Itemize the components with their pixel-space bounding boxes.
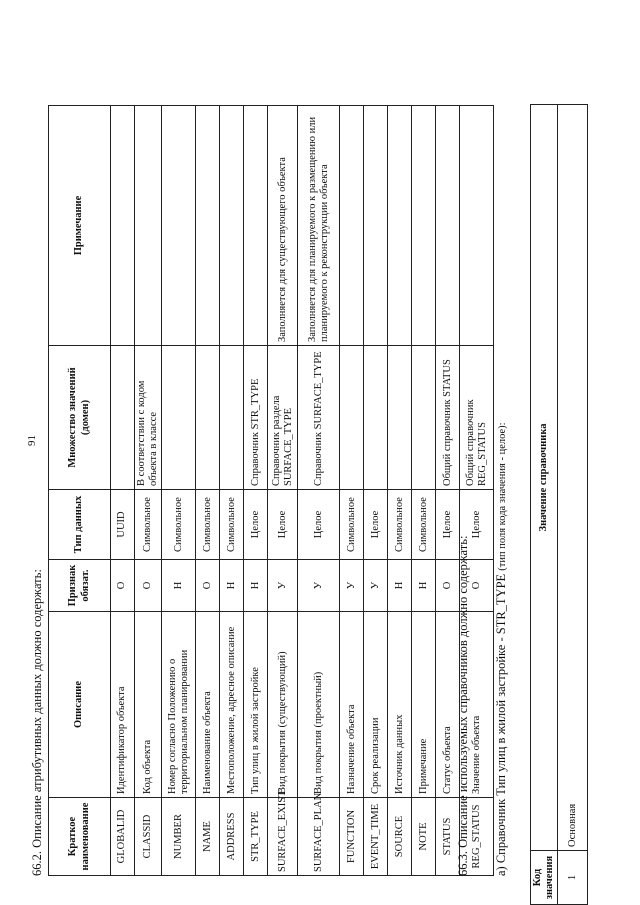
cell-description: Вид покрытия (проектный) [298, 612, 340, 798]
cell-data-type: UUID [111, 490, 135, 560]
cell-data-type: Символьное [412, 490, 436, 560]
cell-required: О [436, 560, 460, 612]
attribute-row [244, 106, 268, 876]
str-type-dictionary-table [530, 104, 588, 905]
cell-short-name: SURFACE_PLAN [298, 798, 340, 876]
cell-short-name: REG_STATUS [460, 798, 494, 876]
subsection-a-title: а) Справочник Тип улиц в жилой застройке - STR_TYPE [494, 573, 508, 876]
subsection-a-caption [494, 422, 509, 876]
cell-data-type: Целое [268, 490, 298, 560]
cell-note [111, 106, 135, 346]
cell-domain [412, 346, 436, 490]
attribute-row [162, 106, 196, 876]
cell-required: У [364, 560, 388, 612]
cell-short-name: FUNCTION [340, 798, 364, 876]
cell-required: О [135, 560, 162, 612]
attribute-row [220, 106, 244, 876]
cell-domain [162, 346, 196, 490]
attribute-row [196, 106, 220, 876]
attribute-row [111, 106, 135, 876]
cell-note: Заполняется для планируемого к размещению или планируемого к реконструкции объекта [298, 106, 340, 346]
attribute-row [412, 106, 436, 876]
header-domain: Множество значений (домен) [49, 346, 111, 490]
cell-required: О [111, 560, 135, 612]
cell-data-type: Символьное [196, 490, 220, 560]
attribute-row [135, 106, 162, 876]
cell-domain [340, 346, 364, 490]
header-note: Примечание [49, 106, 111, 346]
cell-required: У [268, 560, 298, 612]
cell-description: Срок реализации [364, 612, 388, 798]
cell-short-name: NAME [196, 798, 220, 876]
cell-required: Н [388, 560, 412, 612]
cell-data-type: Целое [436, 490, 460, 560]
cell-description: Местоположение, адресное описание [220, 612, 244, 798]
cell-domain [364, 346, 388, 490]
cell-domain [111, 346, 135, 490]
cell-short-name: ADDRESS [220, 798, 244, 876]
cell-short-name: EVENT_TIME [364, 798, 388, 876]
cell-domain [220, 346, 244, 490]
cell-short-name: CLASSID [135, 798, 162, 876]
cell-short-name: GLOBALID [111, 798, 135, 876]
dictionary-header-row [531, 105, 558, 905]
cell-description: Наименование объекта [196, 612, 220, 798]
cell-description: Примечание [412, 612, 436, 798]
cell-short-name: SOURCE [388, 798, 412, 876]
cell-note [196, 106, 220, 346]
cell-required: Н [162, 560, 196, 612]
cell-note [220, 106, 244, 346]
cell-short-name: STATUS [436, 798, 460, 876]
cell-note: Заполняется для существующего объекта [268, 106, 298, 346]
page-number: 91 [26, 435, 38, 446]
cell-required: Н [412, 560, 436, 612]
cell-value: Основная [558, 105, 588, 851]
cell-data-type: Целое [364, 490, 388, 560]
cell-domain: В соответствии с кодом объекта в классе [135, 346, 162, 490]
cell-required: О [460, 560, 494, 612]
header-data-type: Тип данных [49, 490, 111, 560]
cell-domain [388, 346, 412, 490]
cell-required: Н [220, 560, 244, 612]
attribute-row [364, 106, 388, 876]
cell-data-type: Символьное [388, 490, 412, 560]
cell-data-type: Целое [460, 490, 494, 560]
cell-note [412, 106, 436, 346]
cell-domain: Справочник SURFACE_TYPE [298, 346, 340, 490]
attribute-row [298, 106, 340, 876]
attributes-header-row [49, 106, 111, 876]
dictionary-row [558, 105, 588, 905]
header-value: Значение справочника [531, 105, 558, 851]
cell-description: Значение объекта [460, 612, 494, 798]
attribute-row [388, 106, 412, 876]
cell-data-type: Целое [244, 490, 268, 560]
cell-data-type: Символьное [135, 490, 162, 560]
cell-description: Идентификатор объекта [111, 612, 135, 798]
cell-description: Вид покрытия (существующий) [268, 612, 298, 798]
cell-note [388, 106, 412, 346]
cell-code: 1 [558, 851, 588, 905]
header-code: Код значения [531, 851, 558, 905]
cell-domain: Справочник раздела SURFACE_TYPE [268, 346, 298, 490]
cell-required: У [340, 560, 364, 612]
cell-domain [196, 346, 220, 490]
cell-description: Тип улиц в жилой застройке [244, 612, 268, 798]
subsection-a-note: (тип поля кода значения - целое): [497, 422, 508, 571]
cell-required: У [298, 560, 340, 612]
cell-note [364, 106, 388, 346]
cell-description: Источник данных [388, 612, 412, 798]
cell-domain: Справочник STR_TYPE [244, 346, 268, 490]
section-66-2-caption: 66.2. Описание атрибутивных данных должно содержать: [30, 569, 44, 876]
header-short-name: Краткое наименование [49, 798, 111, 876]
cell-data-type: Целое [298, 490, 340, 560]
attribute-row [340, 106, 364, 876]
cell-note [135, 106, 162, 346]
cell-short-name: STR_TYPE [244, 798, 268, 876]
section-66-3-caption: 66.3. Описание используемых справочников должно содержать: [456, 535, 470, 876]
cell-description: Код объекта [135, 612, 162, 798]
attributes-table [48, 105, 494, 876]
cell-domain: Общий справочник REG_STATUS [460, 346, 494, 490]
cell-description: Номер согласно Положению о территориальном планировании [162, 612, 196, 798]
cell-note [162, 106, 196, 346]
cell-required: Н [244, 560, 268, 612]
cell-note [460, 106, 494, 346]
cell-data-type: Символьное [340, 490, 364, 560]
cell-required: О [196, 560, 220, 612]
cell-note [244, 106, 268, 346]
cell-note [340, 106, 364, 346]
cell-description: Статус объекта [436, 612, 460, 798]
cell-data-type: Символьное [162, 490, 196, 560]
cell-description: Назначение объекта [340, 612, 364, 798]
cell-data-type: Символьное [220, 490, 244, 560]
cell-domain: Общий справочник STATUS [436, 346, 460, 490]
cell-short-name: NUMBER [162, 798, 196, 876]
header-description: Описание [49, 612, 111, 798]
cell-short-name: NOTE [412, 798, 436, 876]
cell-note [436, 106, 460, 346]
header-required: Признак обязат. [49, 560, 111, 612]
cell-short-name: SURFACE_EXIST [268, 798, 298, 876]
attribute-row [268, 106, 298, 876]
